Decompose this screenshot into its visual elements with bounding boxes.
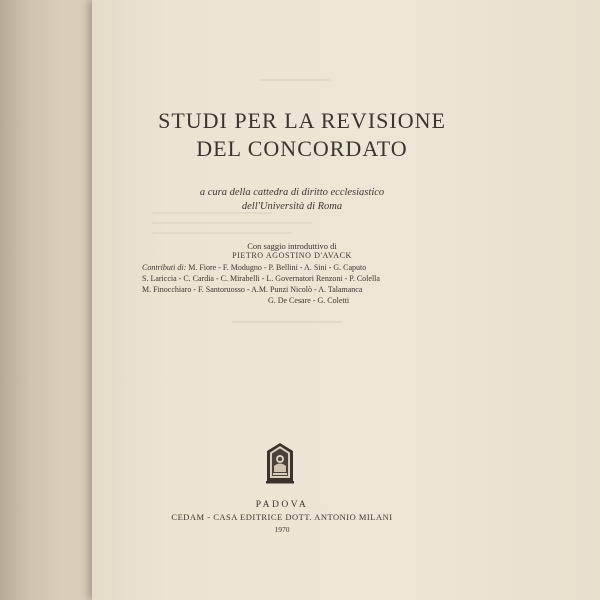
contributors	[142, 262, 475, 306]
subtitle-line-1: a cura della cattedra di diritto ecclesiastico	[199, 187, 385, 198]
contributors-line-4: G. De Cesare - G. Coletti	[267, 296, 350, 305]
title-page	[92, 0, 600, 600]
title-line-2: DEL CONCORDATO	[196, 135, 408, 161]
contributors-line-2: S. Lariccia - C. Cardia - C. Mirabelli - L. Governatori Renzoni - P. Colella	[142, 274, 380, 283]
subtitle-line-2: dell'Università di Roma	[241, 201, 343, 212]
publisher-emblem-icon	[264, 442, 296, 484]
contributors-line-1	[142, 262, 475, 273]
title-line-1: STUDI PER LA REVISIONE	[158, 107, 446, 133]
publisher-info	[92, 499, 472, 535]
publisher-name: CEDAM - CASA EDITRICE DOTT. ANTONIO MILANI	[171, 512, 393, 522]
show-through-mark	[152, 232, 292, 234]
contributors-line-3: M. Finocchiaro - F. Santoruosso - A.M. Punzi Nicolò - A. Talamanca	[142, 285, 363, 294]
show-through-mark	[232, 321, 342, 323]
book-title	[92, 107, 512, 163]
contributors-label: Contributi di:	[142, 263, 187, 272]
contributors-names-1: M. Fiore - F. Modugno - P. Bellini - A. Sini - G. Caputo	[188, 263, 367, 272]
publisher-city: PADOVA	[255, 500, 309, 510]
book-subtitle	[92, 186, 492, 214]
show-through-mark	[152, 222, 312, 224]
show-through-mark	[260, 79, 330, 81]
introduction-credit	[92, 241, 492, 261]
intro-author: PIETRO AGOSTINO D'AVACK	[232, 251, 352, 260]
publication-year: 1970	[274, 525, 290, 534]
intro-text: Con saggio introduttivo di	[247, 241, 337, 251]
